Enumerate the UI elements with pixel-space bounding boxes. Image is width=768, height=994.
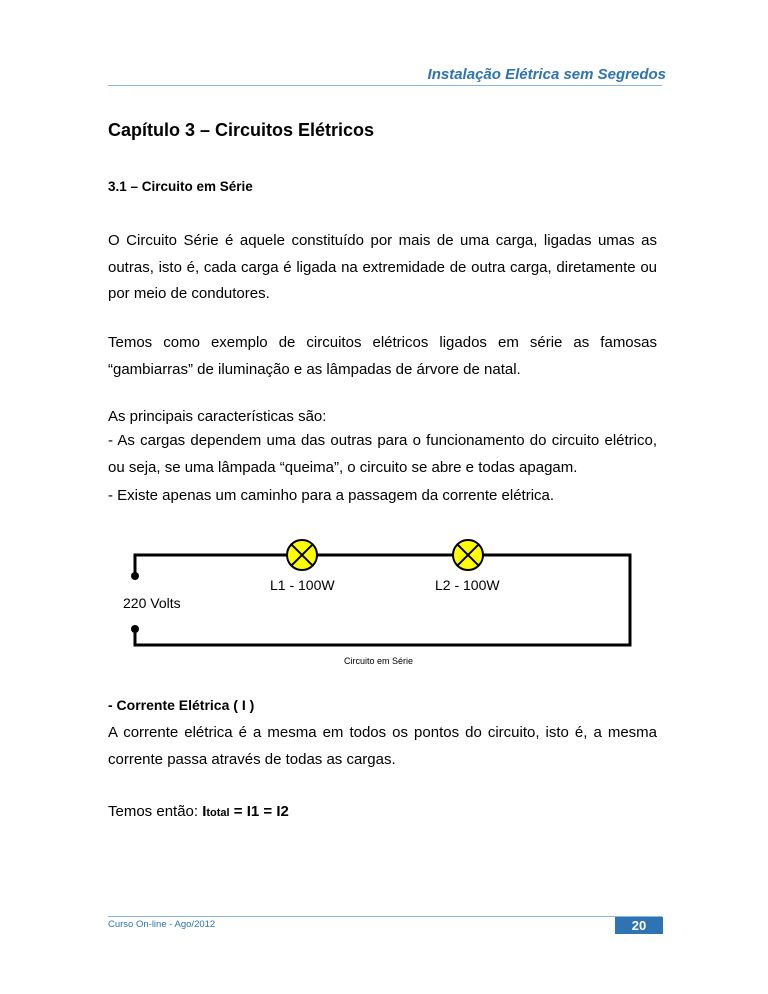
wire-top (135, 555, 286, 576)
chapter-title: Capítulo 3 – Circuitos Elétricos (108, 120, 375, 140)
formula-equality: = I1 = I2 (229, 803, 289, 820)
lamp-l1 (287, 540, 317, 570)
lamp-l1-label: L1 - 100W (270, 577, 335, 593)
footer-course-info: Curso On-line - Ago/2012 (108, 919, 216, 930)
header-title: Instalação Elétrica sem Segredos (427, 66, 666, 83)
diagram-caption: Circuito em Série (344, 656, 414, 666)
lamp-l2 (453, 540, 483, 570)
paragraph-series-examples: Temos como exemplo de circuitos elétricos ligados em série as famosas “gambiarras” de iluminação e as lâmpadas de árvore de natal. (108, 334, 657, 378)
paragraph-current: A corrente elétrica é a mesma em todos os pontos do circuito, isto é, a mesma corrente passa através de todas as cargas. (108, 724, 657, 768)
current-heading: - Corrente Elétrica ( I ) (108, 697, 255, 713)
characteristics-intro: As principais características são: (108, 408, 327, 425)
formula-subscript: total (206, 807, 230, 819)
terminal-bottom (131, 625, 139, 633)
page-number: 20 (615, 917, 663, 934)
series-circuit-diagram (100, 535, 640, 655)
footer-rule (108, 916, 662, 917)
terminal-top (131, 572, 139, 580)
characteristic-item-dependency: - As cargas dependem uma das outras para o funcionamento do circuito elétrico, ou seja, se uma lâmpada “queima”, o circuito se abre e todas apagam. (108, 432, 657, 476)
voltage-source-label: 220 Volts (123, 595, 181, 611)
wire-right (135, 555, 630, 645)
section-title: 3.1 – Circuito em Série (108, 179, 253, 194)
characteristic-item-single-path: - Existe apenas um caminho para a passagem da corrente elétrica. (108, 487, 555, 504)
header-rule (108, 85, 662, 86)
current-formula (108, 803, 289, 820)
formula-prefix: Temos então: (108, 803, 203, 820)
lamp-l2-label: L2 - 100W (435, 577, 500, 593)
paragraph-series-definition: O Circuito Série é aquele constituído por mais de uma carga, ligadas umas as outras, isto é, cada carga é ligada na extremidade de outra carga, diretamente ou por meio de condutores. (108, 232, 657, 302)
formula-symbol: I (202, 803, 207, 820)
